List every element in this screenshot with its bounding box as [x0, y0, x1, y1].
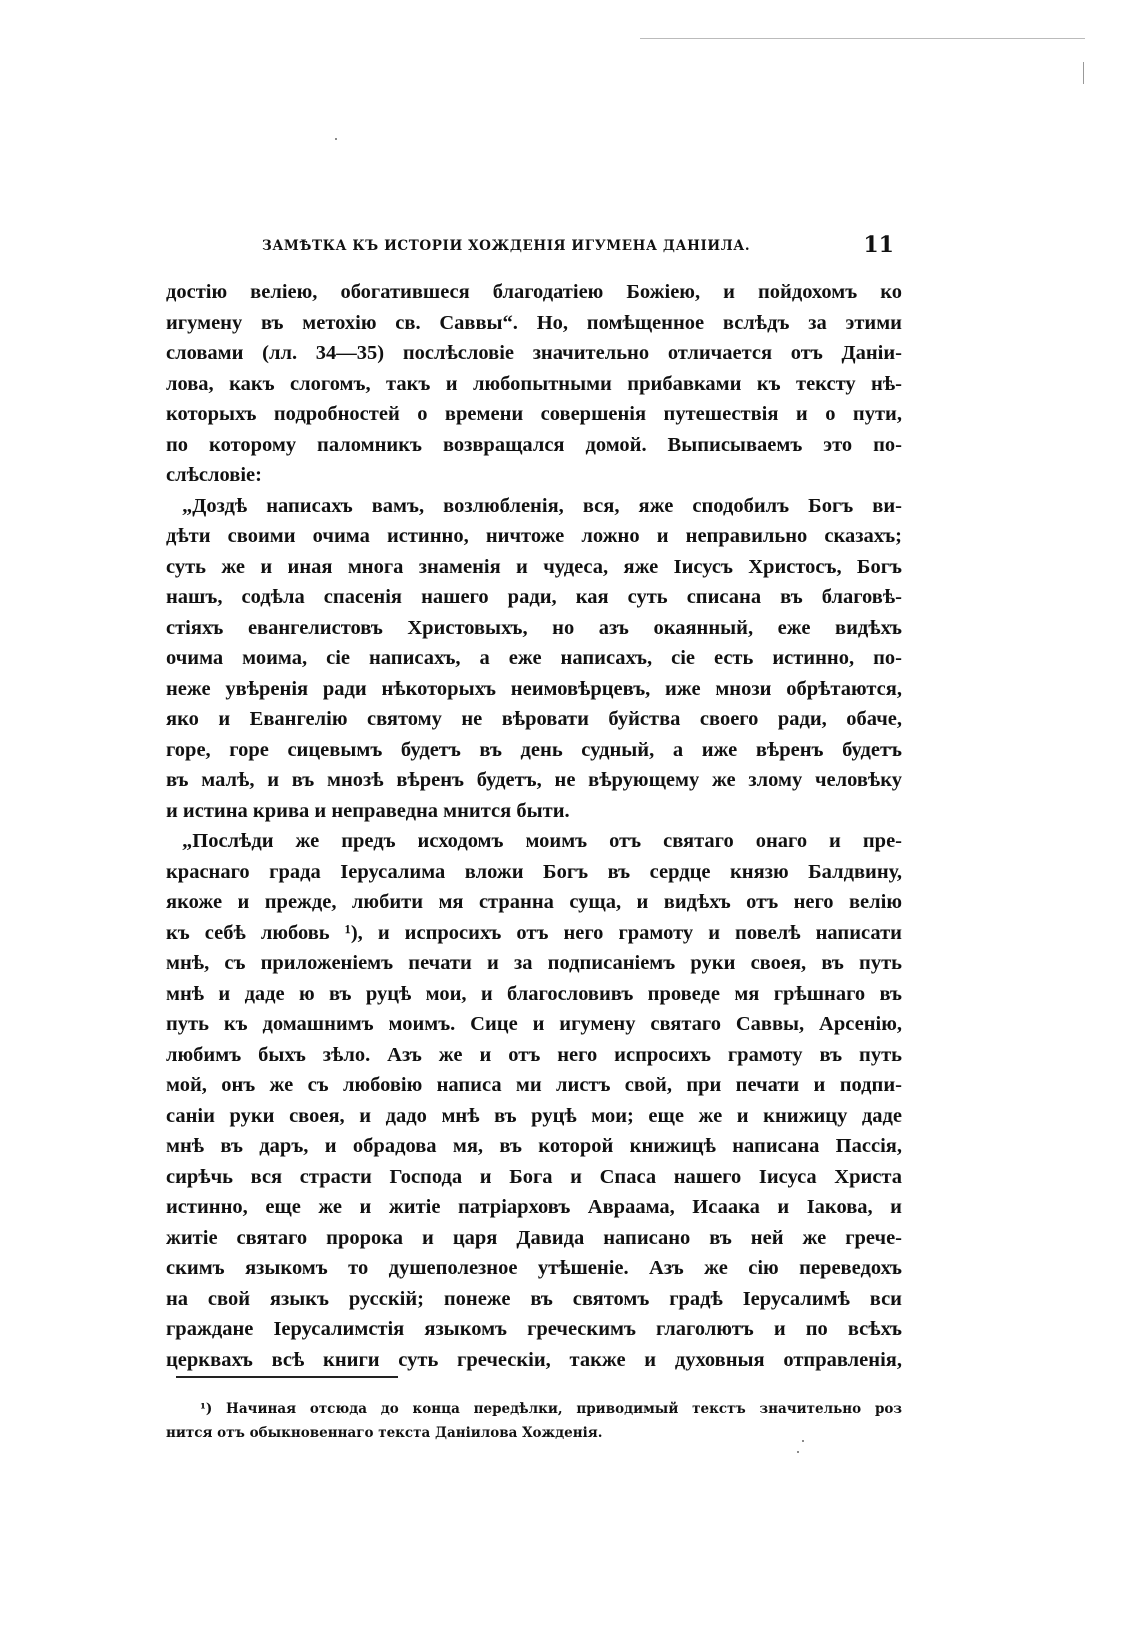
text-line: суть же и иная многа знаменія и чудеса, яже Іисусъ Христосъ, Богъ	[166, 555, 902, 578]
running-title: ЗАМѢТКА КЪ ИСТОРІИ ХОЖДЕНІЯ ИГУМЕНА ДАНІИЛА.	[262, 238, 751, 254]
text-line: очима моима, сіе написахъ, а еже написахъ, сіе есть истинно, по-	[166, 647, 902, 669]
running-head	[166, 232, 902, 262]
text-line: которыхъ подробностей о времени совершенія путешествія и о пути,	[166, 403, 902, 425]
text-line: слѣсловіе:	[166, 464, 262, 486]
text-line: нашъ, содѣла спасенія нашего ради, кая суть списана въ благовѣ-	[166, 586, 902, 608]
text-line: въ малѣ, и въ мнозѣ вѣренъ будетъ, не вѣрующему же злому человѣку	[166, 769, 902, 791]
footnotes	[166, 1397, 902, 1445]
text-line: мнѣ и даде ю въ руцѣ мои, и благословивъ проведе мя грѣшнаго въ	[166, 982, 902, 1005]
scan-edge-mark	[1083, 62, 1084, 84]
text-line: сирѣчь вся страсти Господа и Бога и Спаса нашего Іисуса Христа	[166, 1165, 902, 1188]
text-line: на свой языкъ русскій; понеже въ святомъ градѣ Іерусалимѣ вси	[166, 1287, 902, 1310]
scan-speck	[335, 138, 337, 140]
scan-speck	[797, 1451, 799, 1453]
text-line: достію веліею, обогатившеся благодатіею Божіею, и пойдохомъ ко	[166, 281, 902, 303]
text-line: житіе святаго пророка и царя Давида написано въ ней же грече-	[166, 1226, 902, 1249]
text-line: якоже и прежде, любити мя странна суща, и видѣхъ отъ него велію	[166, 891, 902, 913]
text-line: граждане Іерусалимстія языкомъ греческимъ глаголютъ и по всѣхъ	[166, 1318, 902, 1340]
text-line: любимъ быхъ зѣло. Азъ же и отъ него испросихъ грамоту въ путь	[166, 1043, 902, 1066]
text-line: скимъ языкомъ то душеполезное утѣшеніе. Азъ же сію переведохъ	[166, 1257, 902, 1279]
text-line: яко и Евангелію святому не вѣровати буйства своего ради, обаче,	[166, 708, 902, 730]
text-line: игумену въ метохію св. Саввы“. Но, помѣщенное вслѣдъ за этими	[166, 311, 902, 334]
text-line: къ себѣ любовь ¹), и испросихъ отъ него грамоту и повелѣ написати	[166, 921, 902, 944]
text-line: и истина крива и неправедна мнится быти.	[166, 799, 570, 822]
text-line: горе, горе сицевымъ будетъ въ день судный, а иже вѣренъ будетъ	[166, 738, 902, 761]
text-line: мнѣ, съ приложеніемъ печати и за подписаніемъ руки своея, въ путь	[166, 952, 902, 974]
text-line: неже увѣренія ради нѣкоторыхъ неимовѣрцевъ, иже мнози обрѣтаются,	[166, 677, 902, 700]
text-line: церквахъ всѣ книги суть греческіи, также и духовныя отправленія,	[166, 1348, 902, 1371]
text-line: дѣти своими очима истинно, ничтоже ложно и неправильно сказахъ;	[166, 525, 902, 547]
footnote-line: нится отъ обыкновеннаго текста Даніилова Хожденія.	[166, 1425, 603, 1441]
text-line: словами (лл. 34—35) послѣсловіе значительно отличается отъ Даніи-	[166, 342, 902, 364]
text-line: истинно, еще же и житіе патріарховъ Авраама, Исаака и Іакова, и	[166, 1196, 902, 1218]
text-line: по которому паломникъ возвращался домой. Выписываемъ это по-	[166, 433, 902, 456]
scan-edge-rule	[640, 38, 1085, 39]
text-line: саніи руки своея, и дадо мнѣ въ руцѣ мои; еще же и книжицу даде	[166, 1104, 902, 1127]
text-line: лова, какъ слогомъ, такъ и любопытными прибавками къ тексту нѣ-	[166, 372, 902, 395]
text-line: краснаго града Іерусалима вложи Богъ въ сердце князю Балдвину,	[166, 860, 902, 883]
text-line: стіяхъ евангелистовъ Христовыхъ, но азъ окаянный, еже видѣхъ	[166, 616, 902, 639]
text-line: мнѣ въ даръ, и обрадова мя, въ которой книжицѣ написана Пассія,	[166, 1135, 902, 1157]
text-line: мой, онъ же съ любовію написа ми листъ свой, при печати и подпи-	[166, 1074, 902, 1096]
main-text	[166, 277, 902, 1375]
text-line: „Доздѣ написахъ вамъ, возлюбленія, вся, яже сподобилъ Богъ ви-	[182, 494, 902, 517]
footnote-separator	[176, 1376, 398, 1378]
footnote-line: ¹) Начиная отсюда до конца передѣлки, приводимый текстъ значительно роз	[200, 1401, 902, 1417]
text-line: „Послѣди же предъ исходомъ моимъ отъ святаго онаго и пре-	[182, 830, 902, 852]
text-line: путь къ домашнимъ моимъ. Сице и игумену святаго Саввы, Арсенію,	[166, 1013, 902, 1035]
page-number: 11	[863, 232, 894, 258]
